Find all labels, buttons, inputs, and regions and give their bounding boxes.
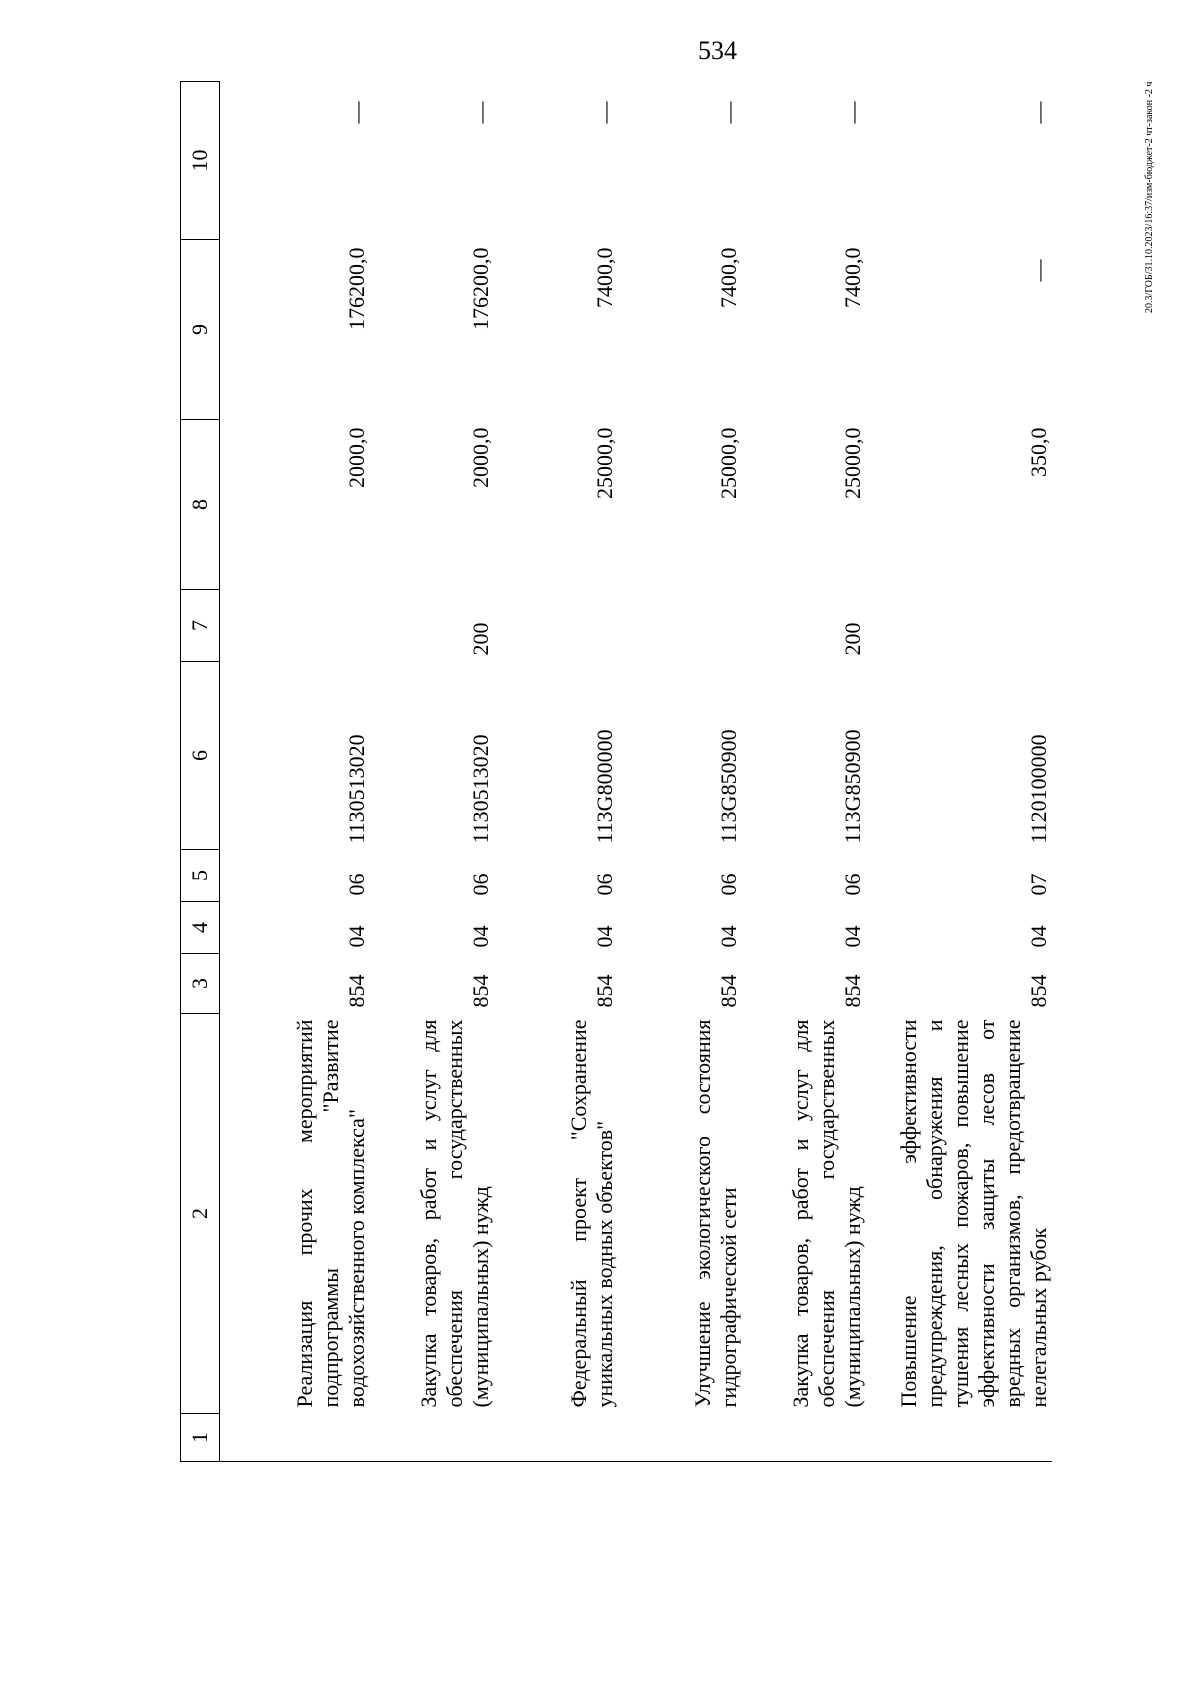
cell-code-6: 1130513020 — [467, 734, 493, 844]
header-col-5: 5 — [181, 850, 220, 902]
cell-name: Закупка товаров, работ и услуг для обеспечения государственных (муниципальных) нужд — [415, 1019, 493, 1408]
cell-code-7: 200 — [467, 622, 493, 656]
cell-value-9: — — [1025, 259, 1051, 282]
cell-code-3: 854 — [1025, 974, 1051, 1008]
header-col-2: 2 — [181, 1014, 220, 1414]
cell-code-6: 1130513020 — [343, 734, 369, 844]
cell-empty — [742, 1414, 866, 1462]
cell-value-10: — — [591, 101, 617, 124]
cell-value-10: — — [467, 101, 493, 124]
cell-code-3: 854 — [343, 974, 369, 1008]
cell-code-7 — [494, 590, 618, 662]
header-col-7: 7 — [181, 590, 220, 662]
document-reference-note: 20.3/ГОБ/31.10.2023/16:37/изм-бюджет-2 чт-закон -2 ч — [1144, 82, 1155, 314]
cell-value-9: 7400,0 — [715, 247, 741, 308]
cell-empty — [866, 1414, 1052, 1462]
cell-code-4: 04 — [467, 925, 493, 948]
cell-code-5: 06 — [715, 873, 741, 896]
cell-name: Реализация прочих мероприятий подпрограммы "Развитие водохозяйственного комплекса" — [291, 1019, 369, 1408]
cell-value-8: 25000,0 — [839, 427, 865, 499]
cell-code-3: 854 — [591, 974, 617, 1008]
cell-value-9: 176200,0 — [343, 247, 369, 330]
cell-code-5: 06 — [467, 873, 493, 896]
cell-value-9: 176200,0 — [467, 247, 493, 330]
cell-code-4: 04 — [1025, 925, 1051, 948]
cell-code-7: 200 — [839, 622, 865, 656]
cell-value-8: 2000,0 — [343, 427, 369, 488]
header-col-6: 6 — [181, 662, 220, 850]
table-row — [220, 82, 370, 1462]
cell-value-10: — — [343, 101, 369, 124]
header-col-3: 3 — [181, 954, 220, 1014]
cell-code-7 — [220, 590, 370, 662]
cell-value-8: 350,0 — [1025, 427, 1051, 477]
cell-name: Федеральный проект "Сохранение уникальных водных объектов" — [565, 1019, 617, 1408]
cell-code-6: 113G800000 — [591, 729, 617, 844]
cell-name: Повышение эффективности предупреждения, обнаружения и тушения лесных пожаров, повышение эффективности защиты лесов от вредных организмов, предотвращение нелегальных рубок — [895, 1019, 1051, 1408]
cell-code-4: 04 — [715, 925, 741, 948]
header-col-1: 1 — [181, 1414, 220, 1462]
cell-empty — [370, 1414, 494, 1462]
budget-table-rotated — [180, 82, 1051, 1462]
cell-code-3: 854 — [467, 974, 493, 1008]
cell-code-6: 1120100000 — [1025, 734, 1051, 844]
header-col-9: 9 — [181, 240, 220, 420]
cell-code-5: 07 — [1025, 873, 1051, 896]
header-col-10: 10 — [181, 82, 220, 240]
cell-empty — [494, 1414, 618, 1462]
table-row — [494, 82, 618, 1462]
table-row — [866, 82, 1052, 1462]
cell-code-7 — [618, 590, 742, 662]
cell-value-8: 25000,0 — [591, 427, 617, 499]
table-header-row — [181, 82, 220, 1462]
cell-code-4: 04 — [591, 925, 617, 948]
cell-empty — [618, 1414, 742, 1462]
cell-code-4: 04 — [343, 925, 369, 948]
cell-value-8: 2000,0 — [467, 427, 493, 488]
table-row — [618, 82, 742, 1462]
header-col-8: 8 — [181, 420, 220, 590]
cell-name: Закупка товаров, работ и услуг для обеспечения государственных (муниципальных) нужд — [787, 1019, 865, 1408]
cell-code-6: 113G850900 — [839, 729, 865, 844]
cell-value-10: — — [1025, 101, 1051, 124]
cell-code-4: 04 — [839, 925, 865, 948]
cell-empty — [220, 1414, 370, 1462]
table-row — [370, 82, 494, 1462]
cell-code-7 — [866, 590, 1052, 662]
cell-code-5: 06 — [591, 873, 617, 896]
cell-code-5: 06 — [839, 873, 865, 896]
table-row — [742, 82, 866, 1462]
cell-value-10: — — [839, 101, 865, 124]
cell-value-8: 25000,0 — [715, 427, 741, 499]
budget-table — [180, 81, 1052, 1462]
cell-name: Улучшение экологического состояния гидрографической сети — [689, 1019, 741, 1408]
page-number: 534 — [698, 36, 737, 65]
cell-value-9: 7400,0 — [839, 247, 865, 308]
cell-code-3: 854 — [715, 974, 741, 1008]
cell-code-5: 06 — [343, 873, 369, 896]
cell-value-10: — — [715, 101, 741, 124]
header-col-4: 4 — [181, 902, 220, 954]
cell-code-6: 113G850900 — [715, 729, 741, 844]
cell-code-3: 854 — [839, 974, 865, 1008]
cell-value-9: 7400,0 — [591, 247, 617, 308]
